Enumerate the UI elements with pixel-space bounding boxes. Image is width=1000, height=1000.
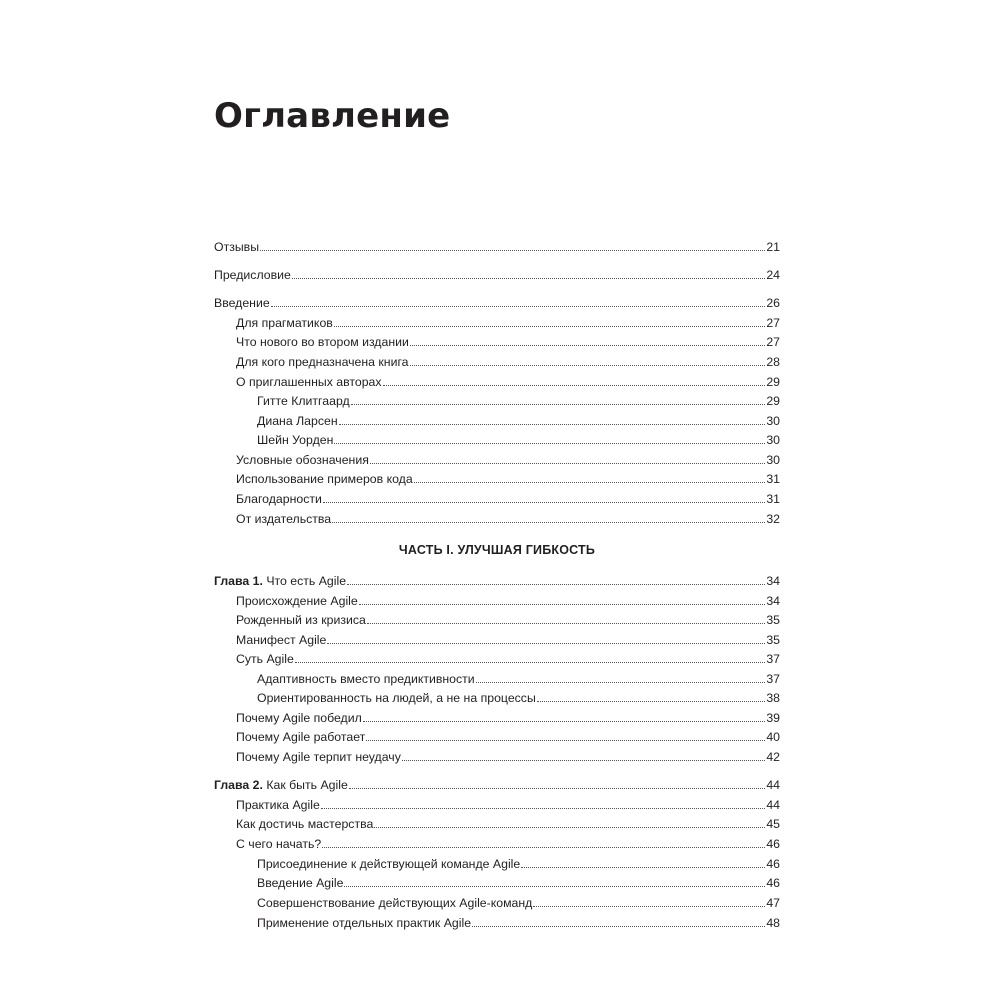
dot-leader (292, 278, 765, 279)
toc-page-number: 46 (766, 876, 780, 890)
toc-entry[interactable] (257, 668, 780, 686)
toc-page-number: 46 (766, 857, 780, 871)
dot-leader (476, 682, 766, 683)
toc-entry-label: Присоединение к действующей команде Agile (257, 857, 521, 871)
toc-entry[interactable] (236, 371, 780, 389)
toc-entry-label: Отзывы (214, 240, 260, 254)
dot-leader (321, 808, 766, 809)
dot-leader (366, 740, 765, 741)
toc-entry-label: Практика Agile (236, 798, 320, 812)
dot-leader (351, 404, 766, 405)
toc-page-number: 34 (766, 594, 780, 608)
toc-entry[interactable] (257, 872, 780, 890)
toc-entry-label: Шейн Уорден (257, 433, 334, 447)
toc-entry-label: От издательства (236, 512, 332, 526)
dot-leader (339, 424, 766, 425)
dot-leader (271, 306, 766, 307)
toc-page-number: 31 (766, 472, 780, 486)
toc-page-number: 42 (766, 750, 780, 764)
toc-entry-label: Благодарности (236, 492, 322, 506)
toc-entry-label: Гитте Клитгаард (257, 394, 350, 408)
toc-entry-label: Использование примеров кода (236, 472, 413, 486)
toc-page-number: 24 (766, 268, 780, 282)
toc-entry[interactable] (257, 853, 780, 871)
toc-entry[interactable] (257, 912, 780, 930)
toc-entry[interactable] (214, 570, 780, 588)
dot-leader (347, 584, 765, 585)
toc-entry[interactable] (236, 488, 780, 506)
toc-page-number: 29 (766, 375, 780, 389)
toc-entry-label: Введение Agile (257, 876, 344, 890)
chapter-title: Что есть Agile (262, 574, 347, 588)
toc-page-number: 32 (766, 512, 780, 526)
dot-leader (349, 788, 765, 789)
dot-leader (334, 443, 765, 444)
toc-entry-label: Почему Agile терпит неудачу (236, 750, 401, 764)
toc-entry[interactable] (214, 292, 780, 310)
toc-page-number: 44 (766, 798, 780, 812)
toc-entry[interactable] (236, 746, 780, 764)
toc-entry[interactable] (257, 410, 780, 428)
toc-entry[interactable] (236, 794, 780, 812)
toc-entry-label: Адаптивность вместо предиктивности (257, 672, 475, 686)
toc-entry[interactable] (236, 351, 780, 369)
toc-page-number: 47 (766, 896, 780, 910)
toc-page-number: 26 (766, 296, 780, 310)
dot-leader (370, 463, 765, 464)
toc-entry-label: Для кого предназначена книга (236, 355, 409, 369)
dot-leader (260, 250, 765, 251)
toc-entry[interactable] (236, 468, 780, 486)
toc-page-number: 27 (766, 335, 780, 349)
toc-entry[interactable] (257, 687, 780, 705)
toc-page-number: 29 (766, 394, 780, 408)
chapter-number: Глава 1. (214, 574, 263, 588)
dot-leader (374, 827, 765, 828)
toc-page-number: 38 (766, 691, 780, 705)
toc-page-number: 21 (766, 240, 780, 254)
toc-entry[interactable] (236, 609, 780, 627)
dot-leader (414, 482, 766, 483)
toc-entry-label: Суть Agile (236, 652, 294, 666)
toc-entry-label: Для прагматиков (236, 316, 333, 330)
toc-entry-label: Рожденный из кризиса (236, 613, 366, 627)
dot-leader (359, 604, 766, 605)
part-heading: ЧАСТЬ I. УЛУЧШАЯ ГИБКОСТЬ (398, 543, 596, 557)
dot-leader (295, 662, 765, 663)
chapter-title: Как быть Agile (262, 778, 348, 792)
dot-leader (334, 326, 765, 327)
toc-page-number: 35 (766, 613, 780, 627)
toc-entry-label: О приглашенных авторах (236, 375, 382, 389)
dot-leader (327, 643, 765, 644)
toc-page-number: 48 (766, 916, 780, 930)
toc-entry[interactable] (257, 429, 780, 447)
dot-leader (383, 385, 766, 386)
toc-entry[interactable] (214, 236, 780, 254)
toc-entry[interactable] (236, 312, 780, 330)
dot-leader (322, 847, 765, 848)
toc-entry[interactable] (236, 648, 780, 666)
toc-entry-label: Ориентированность на людей, а не на процессы (257, 691, 536, 705)
toc-entry[interactable] (236, 590, 780, 608)
dot-leader (367, 623, 765, 624)
toc-entry-label (214, 778, 348, 792)
toc-entry[interactable] (257, 892, 780, 910)
toc-page-number: 46 (766, 837, 780, 851)
dot-leader (344, 886, 765, 887)
toc-page-number: 40 (766, 730, 780, 744)
dot-leader (332, 522, 765, 523)
toc-page-number: 44 (766, 778, 780, 792)
toc-entry-label: Совершенствование действующих Agile-команд (257, 896, 533, 910)
dot-leader (521, 867, 765, 868)
toc-entry[interactable] (236, 331, 780, 349)
dot-leader (537, 701, 766, 702)
toc-page-number: 37 (766, 672, 780, 686)
dot-leader (410, 365, 766, 366)
toc-entry-label: Происхождение Agile (236, 594, 358, 608)
dot-leader (410, 345, 765, 346)
toc-entry-label: Почему Agile победил (236, 711, 362, 725)
toc-entry-label (214, 574, 346, 588)
toc-page-number: 30 (766, 414, 780, 428)
toc-entry-label: С чего начать? (236, 837, 322, 851)
toc-entry[interactable] (236, 629, 780, 647)
toc-page-number: 31 (766, 492, 780, 506)
toc-entry[interactable] (236, 707, 780, 725)
toc-entry[interactable] (214, 774, 780, 792)
chapter-number: Глава 2. (214, 778, 263, 792)
toc-entry-label: Применение отдельных практик Agile (257, 916, 472, 930)
page-title: Оглавление (214, 96, 451, 136)
toc-page-number: 30 (766, 453, 780, 467)
toc-entry[interactable] (236, 449, 780, 467)
toc-entry-label: Диана Ларсен (257, 414, 338, 428)
toc-page-number: 45 (766, 817, 780, 831)
toc-entry[interactable] (214, 264, 780, 282)
toc-entry-label: Введение (214, 296, 270, 310)
dot-leader (472, 926, 765, 927)
toc-page-number: 39 (766, 711, 780, 725)
toc-entry[interactable] (236, 813, 780, 831)
toc-page-number: 37 (766, 652, 780, 666)
toc-entry-label: Как достичь мастерства (236, 817, 374, 831)
toc-entry[interactable] (236, 726, 780, 744)
dot-leader (533, 906, 765, 907)
toc-entry[interactable] (257, 390, 780, 408)
toc-entry[interactable] (236, 508, 780, 526)
dot-leader (363, 721, 766, 722)
toc-entry-label: Почему Agile работает (236, 730, 366, 744)
toc-page-number: 35 (766, 633, 780, 647)
toc-entry-label: Что нового во втором издании (236, 335, 409, 349)
toc-page-number: 30 (766, 433, 780, 447)
dot-leader (402, 760, 765, 761)
toc-entry[interactable] (236, 833, 780, 851)
toc-entry-label: Условные обозначения (236, 453, 369, 467)
toc-page-number: 34 (766, 574, 780, 588)
toc-page-number: 27 (766, 316, 780, 330)
toc-entry-label: Предисловие (214, 268, 291, 282)
dot-leader (323, 502, 765, 503)
toc-entry-label: Манифест Agile (236, 633, 327, 647)
toc-page-number: 28 (766, 355, 780, 369)
